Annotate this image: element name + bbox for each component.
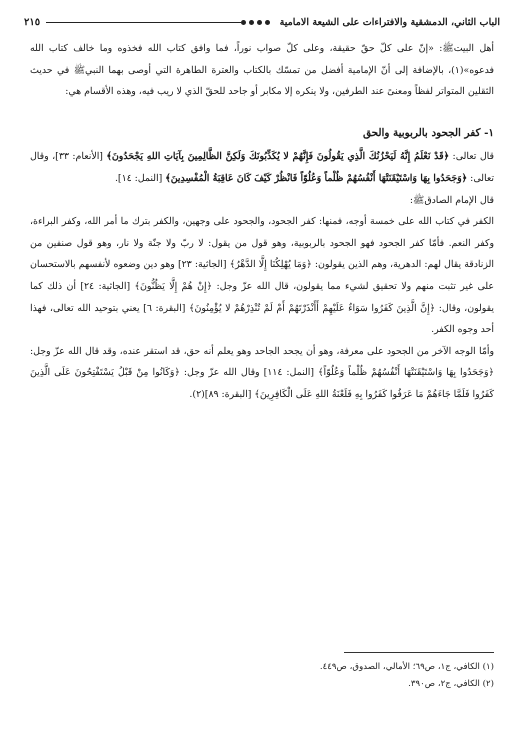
verse-quote-naml: ﴿وَجَحَدُوا بِهَا وَاسْتَيْقَنَتْهَا أَنْفُسُهُمْ ظُلْماً وَعُلُوّاً فَانْظُرْ كَيْفَ كَانَ عَاقِبَةُ الْمُفْسِدِينَ﴾ — [165, 172, 468, 184]
verse-paragraph — [30, 146, 494, 189]
section-heading: ١- كفر الجحود بالربوبية والحق — [362, 126, 494, 139]
header-rule — [46, 22, 241, 23]
footnotes — [30, 652, 494, 693]
footnote-2: (٢) الكافي، ج٢، ص٣٩٠. — [408, 679, 494, 689]
verse-mid: [الأنعام: ٣٣]، وقال تعالى: — [30, 151, 494, 184]
running-header-title: الباب الثاني، الدمشقية والافتراءات على الشيعة الامامية — [279, 16, 500, 28]
page-number: ٢١٥ — [24, 16, 41, 28]
footnote-rule — [344, 652, 494, 653]
verse-prefix: قال تعالى: — [449, 151, 494, 163]
imam-quote-intro: قال الإمام الصادقﷺ: — [409, 194, 494, 206]
second-aspect-paragraph: وأمّا الوجه الآخر من الجحود على معرفة، وهو أن يجحد الجاحد وهو يعلم أنه حق، قد استقر عنده، وقد قال الله عزّ وجل: ﴿وَجَحَدُوا بِهَا وَاسْتَيْقَنَتْهَا أَنْفُسُهُمْ ظُلْماً وَعُلُوّاً﴾ [النمل: ١١٤] وقال الله عزّ وجل: ﴿وَكَانُوا مِنْ قَبْلُ يَسْتَفْتِحُونَ عَلَى الَّذِينَ كَفَرُوا فَلَمَّا جَاءَهُمْ مَا عَرَفُوا كَفَرُوا بِهِ فَلَعْنَةُ اللهِ عَلَى الْكَافِرِينَ﴾ [البقرة: ٨٩](٢). — [30, 345, 494, 400]
section-gap — [30, 103, 494, 123]
verse-quote-anam: ﴿قَدْ نَعْلَمُ إِنَّهُ لَيَحْزُنُكَ الَّذِي يَقُولُونَ فَإِنَّهُمْ لا يُكَذِّبُونَكَ وَلَكِنَّ الظَّالِمِينَ بِآيَاتِ اللهِ يَجْحَدُونَ﴾ — [106, 151, 450, 163]
footnote-1: (١) الكافي، ج١، ص٦٩؛ الأمالي، الصدوق، ص٤٤٩. — [319, 662, 494, 672]
verse-suffix: [النمل: ١٤]. — [114, 172, 166, 184]
header-dots-ornament — [241, 20, 270, 25]
hadith-paragraph: الكفر في كتاب الله على خمسة أوجه، فمنها: كفر الجحود، والجحود على وجهين، والكفر بترك ما أمر الله، وكفر البراءة، وكفر النعم. فأمّا كفر الجحود فهو الجحود بالربوبية، وهو قول من يقول: لا ربّ ولا جنّة ولا نار، وهو قول صنفين من الزنادقة يقال لهم: الدهرية، وهم الذين يقولون: ﴿وَمَا يُهْلِكُنَا إِلَّا الدَّهْرُ﴾ [الجاثية: ٢٣] وهو دين وضعوه لأنفسهم بالاستحسان على غير تثبت منهم ولا تحقيق لشيء مما يقولون، قال الله عزّ وجل: ﴿إِنْ هُمْ إِلَّا يَظُنُّونَ﴾ [الجاثية: ٢٤] أن ذلك كما يقولون، وقال: ﴿إِنَّ الَّذِينَ كَفَرُوا سَوَاءٌ عَلَيْهِمْ أَأَنْذَرْتَهُمْ أَمْ لَمْ تُنْذِرْهُمْ لا يُؤْمِنُونَ﴾ [البقرة: ٦] يعني بتوحيد الله تعالى، فهذا أحد وجوه الكفر. — [30, 216, 494, 336]
intro-paragraph: أهل البيتﷺ: «إنّ على كلّ حقّ حقيقة، وعلى كلّ صواب نوراً، فما وافق كتاب الله فخذوه وما خالف كتاب الله فدعوه»(١)، بالإضافة إلى أنّ الإمامية أفضل من تمسّك بالكتاب والعترة الطاهرة التي أوصى بهما النبيﷺ في حديث الثقلين المتواتر لفظاً ومعنىً عند الطرفين، ولا ينكره إلا مكابر أو جاحد للحقّ الذي لا ريب فيه، وهذه الأقسام هي: — [30, 43, 494, 98]
running-header — [24, 10, 500, 34]
main-text — [30, 38, 494, 406]
header-ornament — [46, 20, 274, 25]
